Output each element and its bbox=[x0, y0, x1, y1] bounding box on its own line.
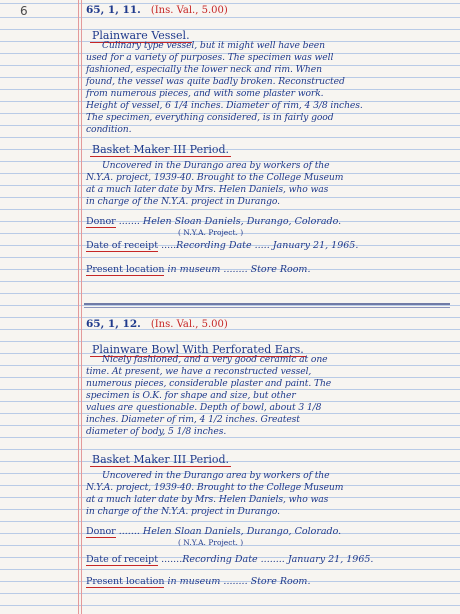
description-line: numerous pieces, considerable plaster and paint. The bbox=[86, 378, 332, 389]
description-line: fashioned, especially the lower neck and rim. When bbox=[86, 64, 322, 75]
donor-value: ....... Helen Sloan Daniels, Durango, Colorado. bbox=[118, 526, 342, 537]
description-line: diameter of body, 5 1/8 inches. bbox=[86, 426, 227, 437]
donor-row bbox=[86, 216, 448, 238]
entry-header bbox=[86, 318, 448, 331]
location-row bbox=[86, 264, 448, 276]
provenance bbox=[86, 470, 448, 518]
donor-note: ( N.Y.A. Project. ) bbox=[178, 538, 244, 547]
description bbox=[86, 354, 448, 438]
provenance-line: Uncovered in the Durango area by workers of the bbox=[102, 470, 330, 481]
catalog-entry-1 bbox=[86, 4, 448, 275]
location-value: in museum ........ Store Room. bbox=[167, 264, 311, 275]
entry-title: Plainware Vessel. bbox=[92, 29, 190, 42]
location-label: Present location bbox=[86, 576, 165, 587]
donor-label: Donor bbox=[86, 526, 116, 537]
provenance bbox=[86, 160, 448, 208]
provenance-line: N.Y.A. project, 1939-40. Brought to the College Museum bbox=[86, 172, 344, 183]
location-row bbox=[86, 576, 448, 588]
period-label: Basket Maker III Period. bbox=[92, 453, 230, 466]
insured-value: (Ins. Val., 5.00) bbox=[150, 5, 228, 16]
provenance-line: at a much later date by Mrs. Helen Daniels, who was bbox=[86, 184, 329, 195]
location-label: Present location bbox=[86, 264, 165, 275]
page-number: 6 bbox=[20, 4, 28, 18]
receipt-row bbox=[86, 240, 448, 252]
donor-note: ( N.Y.A. Project. ) bbox=[178, 228, 244, 237]
description-line: Culinary type vessel, but it might well have been bbox=[102, 40, 325, 51]
insured-value: (Ins. Val., 5.00) bbox=[150, 319, 228, 330]
entry-header bbox=[86, 4, 448, 17]
description-line: Height of vessel, 6 1/4 inches. Diameter of rim, 4 3/8 inches. bbox=[86, 100, 363, 111]
provenance-line: N.Y.A. project, 1939-40. Brought to the College Museum bbox=[86, 482, 344, 493]
entry-divider bbox=[84, 307, 450, 308]
location-value: in museum ........ Store Room. bbox=[167, 576, 311, 587]
receipt-label: Date of receipt bbox=[86, 554, 159, 565]
catalog-entry-2 bbox=[86, 318, 448, 587]
donor-label: Donor bbox=[86, 216, 116, 227]
catalog-number: 65, 1, 12. bbox=[86, 318, 141, 330]
receipt-row bbox=[86, 554, 448, 566]
period-label: Basket Maker III Period. bbox=[92, 143, 230, 156]
margin-line bbox=[81, 0, 82, 614]
description-line: values are questionable. Depth of bowl, about 3 1/8 bbox=[86, 402, 322, 413]
receipt-label: Date of receipt bbox=[86, 240, 159, 251]
donor-value: ....... Helen Sloan Daniels, Durango, Colorado. bbox=[118, 216, 342, 227]
catalog-number: 65, 1, 11. bbox=[86, 4, 141, 16]
margin-line bbox=[78, 0, 79, 614]
receipt-value: .......Recording Date ........ January 21, 1965. bbox=[161, 554, 374, 565]
provenance-line: at a much later date by Mrs. Helen Daniels, who was bbox=[86, 494, 329, 505]
description-line: Nicely fashioned, and a very good ceramic at one bbox=[102, 354, 328, 365]
donor-row bbox=[86, 526, 448, 548]
description-line: found, the vessel was quite badly broken. Reconstructed bbox=[86, 76, 345, 87]
description-line: used for a variety of purposes. The specimen was well bbox=[86, 52, 334, 63]
entry-title: Plainware Bowl With Perforated Ears. bbox=[92, 343, 304, 356]
description-line: The specimen, everything considered, is in fairly good bbox=[86, 112, 334, 123]
description bbox=[86, 40, 448, 136]
description-line: specimen is O.K. for shape and size, but other bbox=[86, 390, 296, 401]
provenance-line: in charge of the N.Y.A. project in Durango. bbox=[86, 196, 280, 207]
description-line: from numerous pieces, and with some plaster work. bbox=[86, 88, 324, 99]
provenance-line: Uncovered in the Durango area by workers of the bbox=[102, 160, 330, 171]
description-line: condition. bbox=[86, 124, 132, 135]
description-line: time. At present, we have a reconstructed vessel, bbox=[86, 366, 312, 377]
provenance-line: in charge of the N.Y.A. project in Durango. bbox=[86, 506, 280, 517]
description-line: inches. Diameter of rim, 4 1/2 inches. Greatest bbox=[86, 414, 300, 425]
entry-divider bbox=[84, 303, 450, 305]
receipt-value: .....Recording Date ..... January 21, 1965. bbox=[161, 240, 359, 251]
